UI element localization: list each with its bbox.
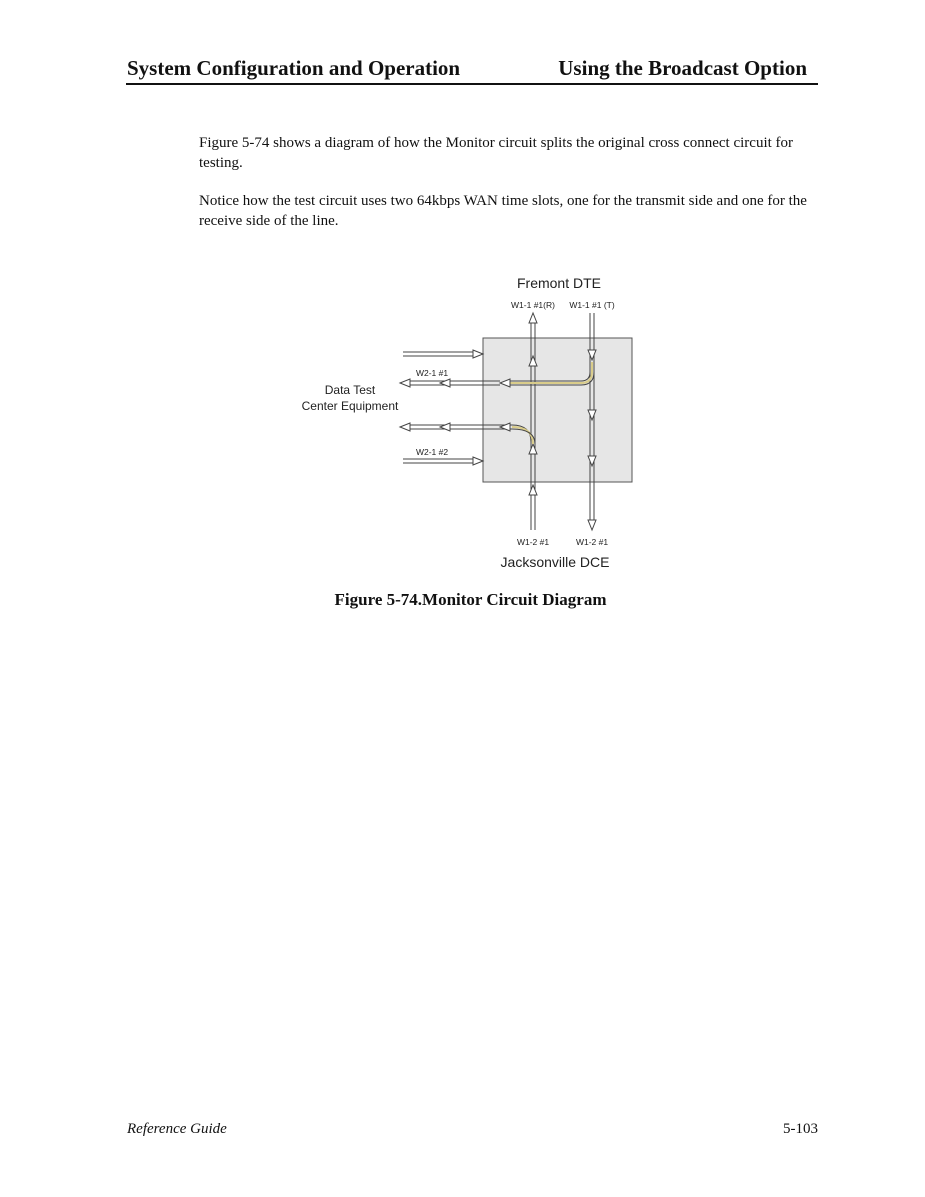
arrow-up-bottom-icon xyxy=(529,485,537,495)
footer-page-number: 5-103 xyxy=(783,1121,818,1137)
footer-document-title: Reference Guide xyxy=(127,1121,227,1137)
input-line-1 xyxy=(403,352,473,356)
data-test-label: Data Test xyxy=(324,383,376,397)
arrow-right-1-icon xyxy=(473,350,483,358)
jacksonville-dce-label: Jacksonville DCE xyxy=(500,554,610,570)
arrow-right-2-icon xyxy=(473,457,483,465)
body-paragraph-1: Figure 5-74 shows a diagram of how the Monitor circuit splits the original cross connect circuit for testing. xyxy=(199,135,794,171)
w2-1-2-port-label: W2-1 #2 xyxy=(415,447,449,457)
bottom-right-port-label: W1-2 #1 xyxy=(575,537,609,547)
body-paragraph-2: Notice how the test circuit uses two 64kbps WAN time slots, one for the transmit side and one for the receive side of the line. xyxy=(199,193,807,229)
arrow-up-top-icon xyxy=(529,313,537,323)
w2-1-1-port-label: W2-1 #1 xyxy=(415,368,449,378)
arrow-left-tap2-mid-icon xyxy=(440,423,450,431)
arrow-left-tap2-end-icon xyxy=(400,423,410,431)
arrow-left-tap1-end-icon xyxy=(400,379,410,387)
bottom-left-port-label: W1-2 #1 xyxy=(516,537,550,547)
center-equipment-label: Center Equipment xyxy=(301,399,399,413)
arrow-down-bottom-icon xyxy=(588,520,596,530)
top-left-port-label: W1-1 #1(R) xyxy=(511,300,555,310)
top-right-port-label: W1-1 #1 (T) xyxy=(569,300,615,310)
fremont-dte-label: Fremont DTE xyxy=(516,275,602,291)
input-line-2 xyxy=(403,459,473,463)
header-section-title: System Configuration and Operation xyxy=(127,56,461,80)
arrow-left-tap1-mid-icon xyxy=(440,379,450,387)
header-chapter-title: Using the Broadcast Option xyxy=(558,56,807,80)
cross-connect-box xyxy=(483,338,632,482)
figure-caption: Figure 5-74.Monitor Circuit Diagram xyxy=(334,590,607,609)
